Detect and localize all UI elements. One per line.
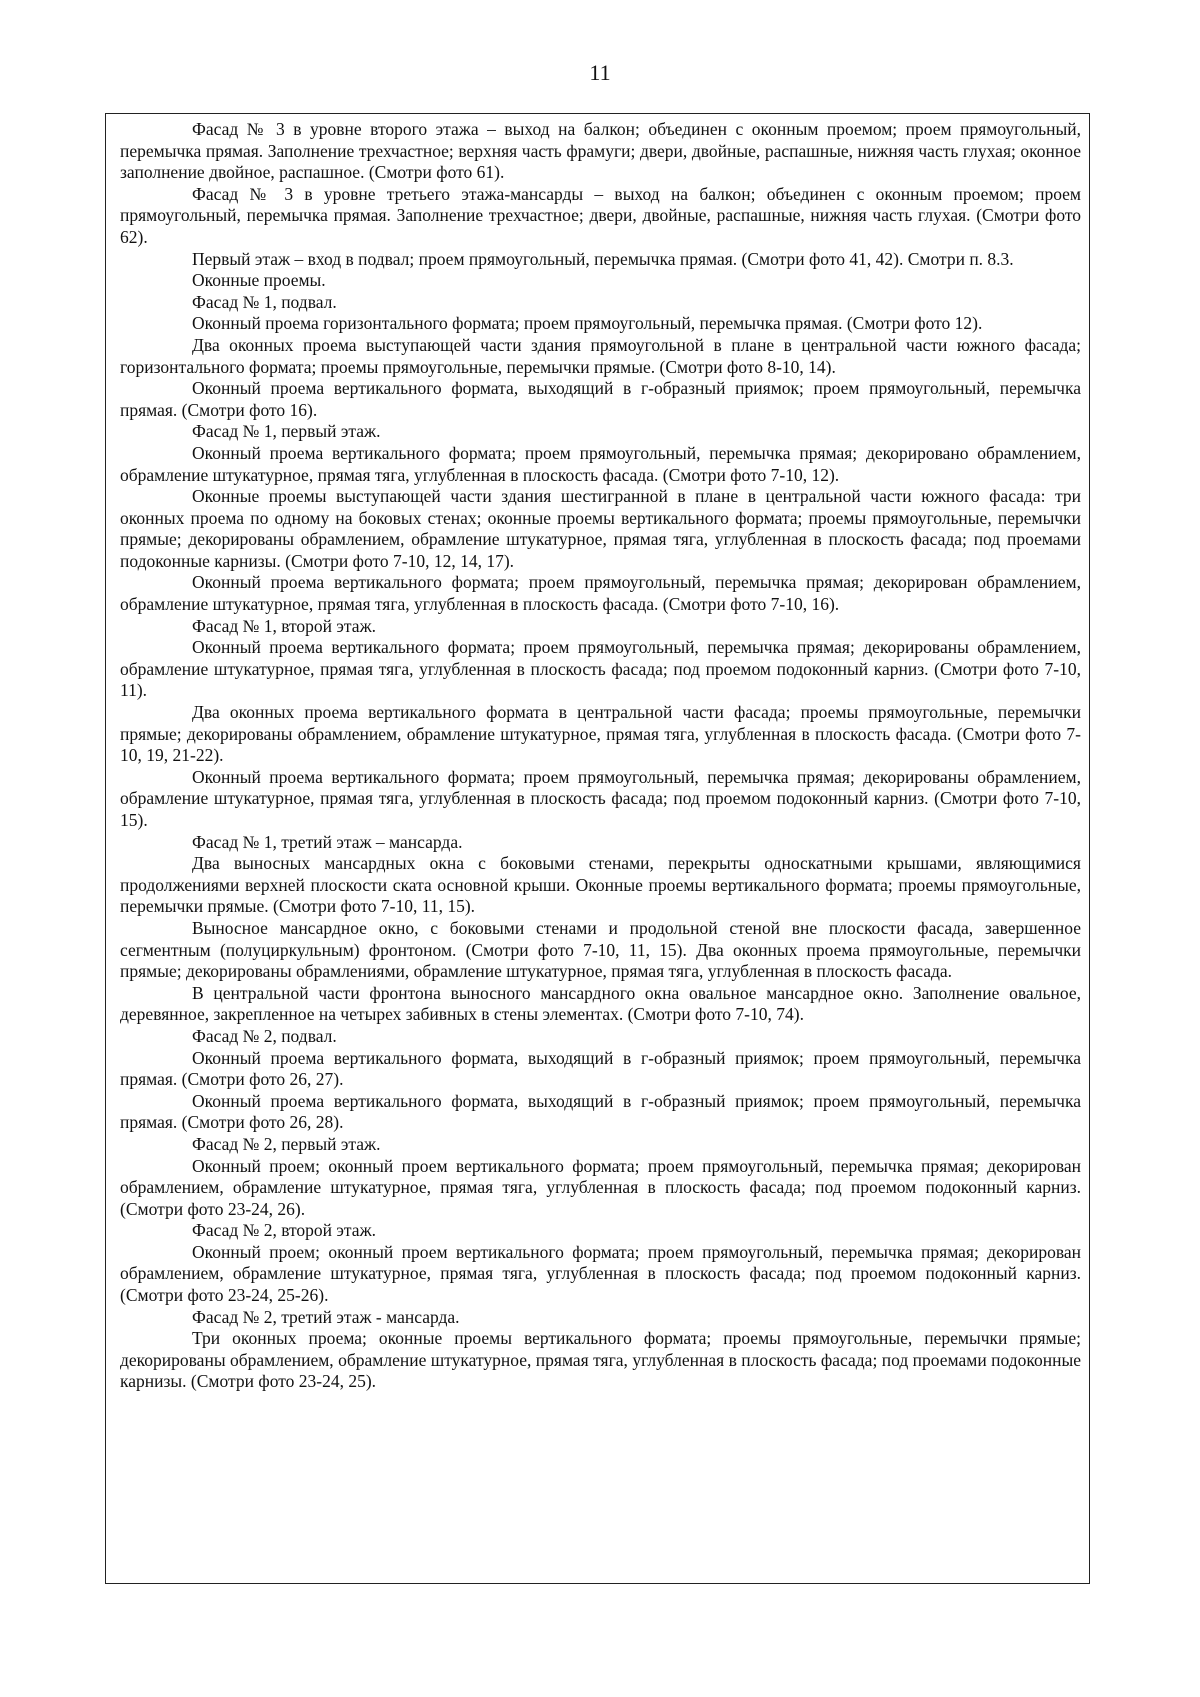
paragraph: Оконный проем; оконный проем вертикального формата; проем прямоугольный, перемычка прямая; декорирован обрамлением, обрамление штукатурное, прямая тяга, углубленная в плоскость фасада; под проемом подоконный карниз. (Смотри фото 23-24, 25-26). <box>120 1241 1081 1306</box>
text-frame <box>105 113 1090 1584</box>
paragraph: Оконный проема вертикального формата, выходящий в г-образный приямок; проем прямоугольный, перемычка прямая. (Смотри фото 16). <box>120 378 1081 420</box>
paragraph: Оконный проема вертикального формата, выходящий в г-образный приямок; проем прямоугольный, перемычка прямая. (Смотри фото 26, 27). <box>120 1047 1081 1090</box>
paragraph: Оконные проемы выступающей части здания шестигранной в плане в центральной части южного фасада: три оконных проема по одному на боковых стенах; оконные проемы вертикального формата; проемы прямоугольные, перемычки прямые; декорированы обрамлением, обрамление штукатурное, прямая тяга, углубленная в плоскость фасада; под проемами подоконные карнизы. (Смотри фото 7-10, 12, 14, 17). <box>120 486 1081 571</box>
document-body <box>120 119 1081 1393</box>
paragraph: Два оконных проема выступающей части здания прямоугольной в плане в центральной части южного фасада; горизонтального формата; проемы прямоугольные, перемычки прямые. (Смотри фото 8-10, 14). <box>120 334 1081 377</box>
paragraph: Оконный проема вертикального формата; проем прямоугольный, перемычка прямая; декорированы обрамлением, обрамление штукатурное, прямая тяга, углубленная в плоскость фасада; под проемом подоконный карниз. (Смотри фото 7-10, 11). <box>120 637 1081 701</box>
paragraph: Фасад № 2, первый этаж. <box>192 1133 381 1154</box>
paragraph: Фасад № 1, подвал. <box>192 291 337 312</box>
paragraph: Первый этаж – вход в подвал; проем прямоугольный, перемычка прямая. (Смотри фото 41, 42). Смотри п. 8.3. <box>192 248 1014 269</box>
paragraph: Три оконных проема; оконные проемы вертикального формата; проемы прямоугольные, перемычки прямые; декорированы обрамлением, обрамление штукатурное, прямая тяга, углубленная в плоскость фасада; под проемами подоконные карнизы. (Смотри фото 23-24, 25). <box>120 1328 1081 1392</box>
paragraph: Фасад № 1, второй этаж. <box>192 615 377 636</box>
paragraph: Оконный проема вертикального формата, выходящий в г-образный приямок; проем прямоугольный, перемычка прямая. (Смотри фото 26, 28). <box>120 1090 1081 1133</box>
paragraph: Фасад № 3 в уровне третьего этажа-мансарды – выход на балкон; объединен с оконным проемом; проем прямоугольный, перемычка прямая. Заполнение трехчастное; двери, двойные, распашные, нижняя часть глухая. (Смотри фото 62). <box>120 183 1081 247</box>
paragraph: Фасад № 2, подвал. <box>192 1025 337 1046</box>
paragraph: Оконный проема горизонтального формата; проем прямоугольный, перемычка прямая. (Смотри фото 12). <box>192 313 983 334</box>
paragraph: В центральной части фронтона выносного мансардного окна овальное мансардное окно. Заполнение овальное, деревянное, закрепленное на четырех забивных в стены элементах. (Смотри фото 7-10, 74). <box>120 982 1081 1025</box>
paragraph: Оконный проема вертикального формата; проем прямоугольный, перемычка прямая; декорирован обрамлением, обрамление штукатурное, прямая тяга, углубленная в плоскость фасада. (Смотри фото 7-10, 16). <box>120 572 1081 615</box>
paragraph: Оконные проемы. <box>192 270 326 291</box>
paragraph: Фасад № 1, первый этаж. <box>192 421 381 442</box>
paragraph: Оконный проем; оконный проем вертикального формата; проем прямоугольный, перемычка прямая; декорирован обрамлением, обрамление штукатурное, прямая тяга, углубленная в плоскость фасада; под проемом подоконный карниз. (Смотри фото 23-24, 26). <box>120 1155 1081 1219</box>
paragraph: Оконный проема вертикального формата; проем прямоугольный, перемычка прямая; декорировано обрамлением, обрамление штукатурное, прямая тяга, углубленная в плоскость фасада. (Смотри фото 7-10, 12). <box>120 442 1081 485</box>
paragraph: Фасад № 2, второй этаж. <box>192 1220 377 1241</box>
paragraph: Два выносных мансардных окна с боковыми стенами, перекрыты односкатными крышами, являющимися продолжениями верхней плоскости ската основной крыши. Оконные проемы вертикального формата; проемы прямоугольные, перемычки прямые. (Смотри фото 7-10, 11, 15). <box>120 853 1081 917</box>
paragraph: Фасад № 1, третий этаж – мансарда. <box>192 831 463 852</box>
page-number: 11 <box>589 60 611 85</box>
paragraph: Фасад № 3 в уровне второго этажа – выход на балкон; объединен с оконным проемом; проем прямоугольный, перемычка прямая. Заполнение трехчастное; верхняя часть фрамуги; двери, двойные, распашные, нижняя часть глухая; оконное заполнение двойное, распашное. (Смотри фото 61). <box>120 119 1081 183</box>
paragraph: Два оконных проема вертикального формата в центральной части фасада; проемы прямоугольные, перемычки прямые; декорированы обрамлением, обрамление штукатурное, прямая тяга, углубленная в плоскость фасада. (Смотри фото 7-10, 19, 21-22). <box>120 702 1081 766</box>
paragraph: Выносное мансардное окно, с боковыми стенами и продольной стеной вне плоскости фасада, завершенное сегментным (полуциркульным) фронтоном. (Смотри фото 7-10, 11, 15). Два оконных проема прямоугольные, перемычки прямые; декорированы обрамлениями, обрамление штукатурное, прямая тяга, углубленная в плоскость фасада. <box>120 917 1081 982</box>
paragraph: Фасад № 2, третий этаж - мансарда. <box>192 1306 460 1327</box>
paragraph: Оконный проема вертикального формата; проем прямоугольный, перемычка прямая; декорированы обрамлением, обрамление штукатурное, прямая тяга, углубленная в плоскость фасада; под проемом подоконный карниз. (Смотри фото 7-10, 15). <box>120 766 1081 830</box>
